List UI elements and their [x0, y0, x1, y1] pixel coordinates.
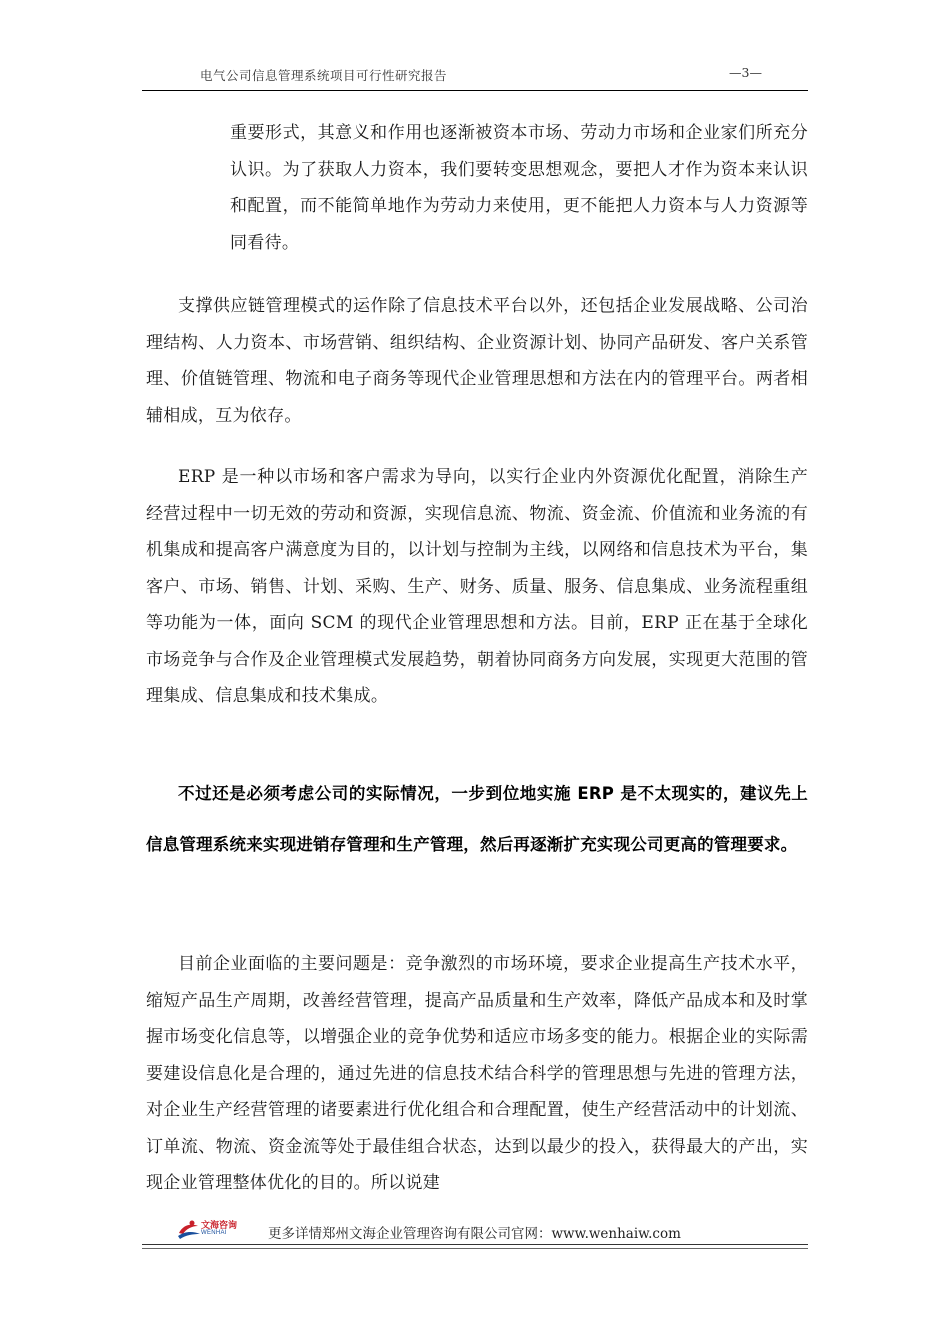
footer-divider — [142, 1244, 808, 1245]
paragraph-recommendation: 不过还是必须考虑公司的实际情况，一步到位地实施 ERP 是不太现实的，建议先上信息管理系统来实现进销存管理和生产管理，然后再逐渐扩充实现公司更高的管理要求。 — [146, 784, 808, 854]
paragraph-main-problems: 目前企业面临的主要问题是：竞争激烈的市场环境，要求企业提高生产技术水平，缩短产品生产周期，改善经营管理，提高产品质量和生产效率，降低产品成本和及时掌握市场变化信息等，以增强企业的竞争优势和适应市场多变的能力。根据企业的实际需要建设信息化是合理的，通过先进的信息技术结合科学的管理思想与先进的管理方法，对企业生产经营管理的诸要素进行优化组合和合理配置，使生产经营活动中的计划流、订单流、物流、资金流等处于最佳组合状态，达到以最少的投入，获得最大的产出，实现企业管理整体优化的目的。所以说建 — [146, 954, 808, 1193]
wenhai-logo-icon — [176, 1217, 202, 1243]
footer-website-text: 更多详情郑州文海企业管理咨询有限公司官网：www.wenhaiw.com — [268, 1226, 681, 1242]
logo-english-text: WENHAI — [201, 1230, 227, 1236]
paragraph-human-capital: 重要形式，其意义和作用也逐渐被资本市场、劳动力市场和企业家们所充分认识。为了获取人力资本，我们要转变思想观念，要把人才作为资本来认识和配置，而不能简单地作为劳动力来使用，更不能把人力资本与人力资源等同看待。 — [230, 123, 808, 253]
paragraph-supply-chain: 支撑供应链管理模式的运作除了信息技术平台以外，还包括企业发展战略、公司治理结构、人力资本、市场营销、组织结构、企业资源计划、协同产品研发、客户关系管理、价值链管理、物流和电子商务等现代企业管理思想和方法在内的管理平台。两者相辅相成，互为依存。 — [146, 296, 808, 426]
footer-divider-thin — [142, 1248, 808, 1249]
wenhai-logo — [176, 1217, 250, 1243]
header-title: 电气公司信息管理系统项目可行性研究报告 — [200, 68, 448, 83]
paragraph-erp-definition: ERP 是一种以市场和客户需求为导向，以实行企业内外资源优化配置，消除生产经营过程中一切无效的劳动和资源，实现信息流、物流、资金流、价值流和业务流的有机集成和提高客户满意度为目的，以计划与控制为主线，以网络和信息技术为平台，集客户、市场、销售、计划、采购、生产、财务、质量、服务、信息集成、业务流程重组等功能为一体，面向 SCM 的现代企业管理思想和方法。目前，ERP 正在基于全球化市场竞争与合作及企业管理模式发展趋势，朝着协同商务方向发展，实现更大范围的管理集成、信息集成和技术集成。 — [146, 467, 808, 706]
page-header — [142, 62, 808, 91]
logo-chinese-text: 文海咨询 — [201, 1221, 238, 1231]
page-footer — [142, 1214, 808, 1250]
page-number: —3— — [729, 65, 762, 80]
